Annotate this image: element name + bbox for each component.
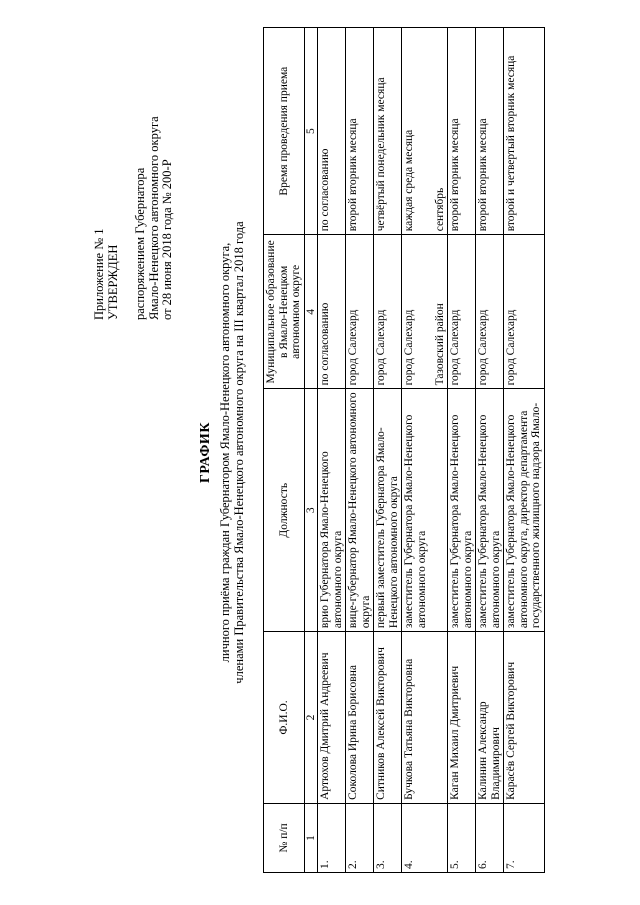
row-municipality-secondary: Тазовский район xyxy=(433,303,446,386)
schedule-table xyxy=(263,27,545,873)
row-num: 3. xyxy=(374,803,402,872)
row-name: Бучкова Татьяна Викторовна xyxy=(402,632,448,804)
row-time: второй вторник месяца xyxy=(448,28,476,235)
col-number: 2 xyxy=(304,632,318,804)
row-time: второй вторник месяца xyxy=(346,28,374,235)
document-title: ГРАФИК xyxy=(198,422,213,483)
row-position: врио Губернатора Ямало-Ненецкого автономного округа xyxy=(318,389,346,632)
row-position: заместитель Губернатора Ямало-Ненецкого автономного округа xyxy=(402,389,448,632)
row-time-secondary: сентябрь xyxy=(433,187,446,232)
order-line-3: от 28 июня 2018 года № 200-Р xyxy=(160,159,174,320)
row-num: 7. xyxy=(504,803,545,872)
header-num: № п/п xyxy=(264,803,305,872)
header-name: Ф.И.О. xyxy=(264,632,305,804)
table-row xyxy=(374,28,402,873)
table-row xyxy=(318,28,346,873)
approval-header xyxy=(93,90,175,320)
subtitle-line-1: личного приёма граждан Губернатором Ямало-Ненецкого автономного округа, xyxy=(218,242,232,663)
row-municipality: город Салехард xyxy=(346,235,374,389)
row-position: первый заместитель Губернатора Ямало-Ненецкого автономного округа xyxy=(374,389,402,632)
subtitle-line-2: членами Правительства Ямало-Ненецкого автономного округа на III квартал 2018 года xyxy=(232,221,246,684)
row-municipality xyxy=(402,235,448,389)
row-name: Соколова Ирина Борисовна xyxy=(346,632,374,804)
row-num: 1. xyxy=(318,803,346,872)
row-time: второй и четвертый вторник месяца xyxy=(504,28,545,235)
row-municipality-primary: город Салехард xyxy=(403,309,415,386)
table-row xyxy=(346,28,374,873)
row-time: четвёртый понедельник месяца xyxy=(374,28,402,235)
table-header-row xyxy=(264,28,305,873)
table-row xyxy=(402,28,448,873)
header-time: Время проведения приема xyxy=(264,28,305,235)
row-name: Ситников Алексей Викторович xyxy=(374,632,402,804)
header-municipality: Муниципальное образование в Ямало-Ненецком автономном округе xyxy=(264,235,305,389)
order-line-2: Ямало-Ненецкого автономного округа xyxy=(146,116,161,320)
row-municipality: по согласованию xyxy=(318,235,346,389)
table-row xyxy=(476,28,504,873)
appendix-label: Приложение № 1 xyxy=(92,228,106,320)
col-number: 1 xyxy=(304,803,318,872)
row-num: 5. xyxy=(448,803,476,872)
row-position: вице-губернатор Ямало-Ненецкого автономного округа xyxy=(346,389,374,632)
approved-label: УТВЕРЖДЕН xyxy=(105,244,120,320)
row-name: Каган Михаил Дмитриевич xyxy=(448,632,476,804)
col-number: 5 xyxy=(304,28,318,235)
col-number: 3 xyxy=(304,389,318,632)
row-time: по согласованию xyxy=(318,28,346,235)
row-position: заместитель Губернатора Ямало-Ненецкого автономного округа, директор департамента государственного жилищного надзора Ямало- xyxy=(504,389,545,632)
table-row xyxy=(448,28,476,873)
column-number-row xyxy=(304,28,318,873)
row-name: Карасёв Сергей Викторович xyxy=(504,632,545,804)
row-name: Артюхов Дмитрий Андреевич xyxy=(318,632,346,804)
order-line-1: распоряжением Губернатора xyxy=(133,167,147,320)
row-municipality: город Салехард xyxy=(476,235,504,389)
col-number: 4 xyxy=(304,235,318,389)
row-municipality: город Салехард xyxy=(504,235,545,389)
row-num: 6. xyxy=(476,803,504,872)
header-position: Должность xyxy=(264,389,305,632)
row-position: заместитель Губернатора Ямало-Ненецкого автономного округа xyxy=(448,389,476,632)
row-municipality: город Салехард xyxy=(374,235,402,389)
row-time xyxy=(402,28,448,235)
row-num: 2. xyxy=(346,803,374,872)
row-position: заместитель Губернатора Ямало-Ненецкого автономного округа xyxy=(476,389,504,632)
row-num: 4. xyxy=(402,803,448,872)
row-name: Калинин Александр Владимирович xyxy=(476,632,504,804)
row-time: второй вторник месяца xyxy=(476,28,504,235)
row-time-primary: каждая среда месяца xyxy=(403,129,415,232)
document-subtitle xyxy=(218,0,246,905)
row-municipality: город Салехард xyxy=(448,235,476,389)
table-row xyxy=(504,28,545,873)
